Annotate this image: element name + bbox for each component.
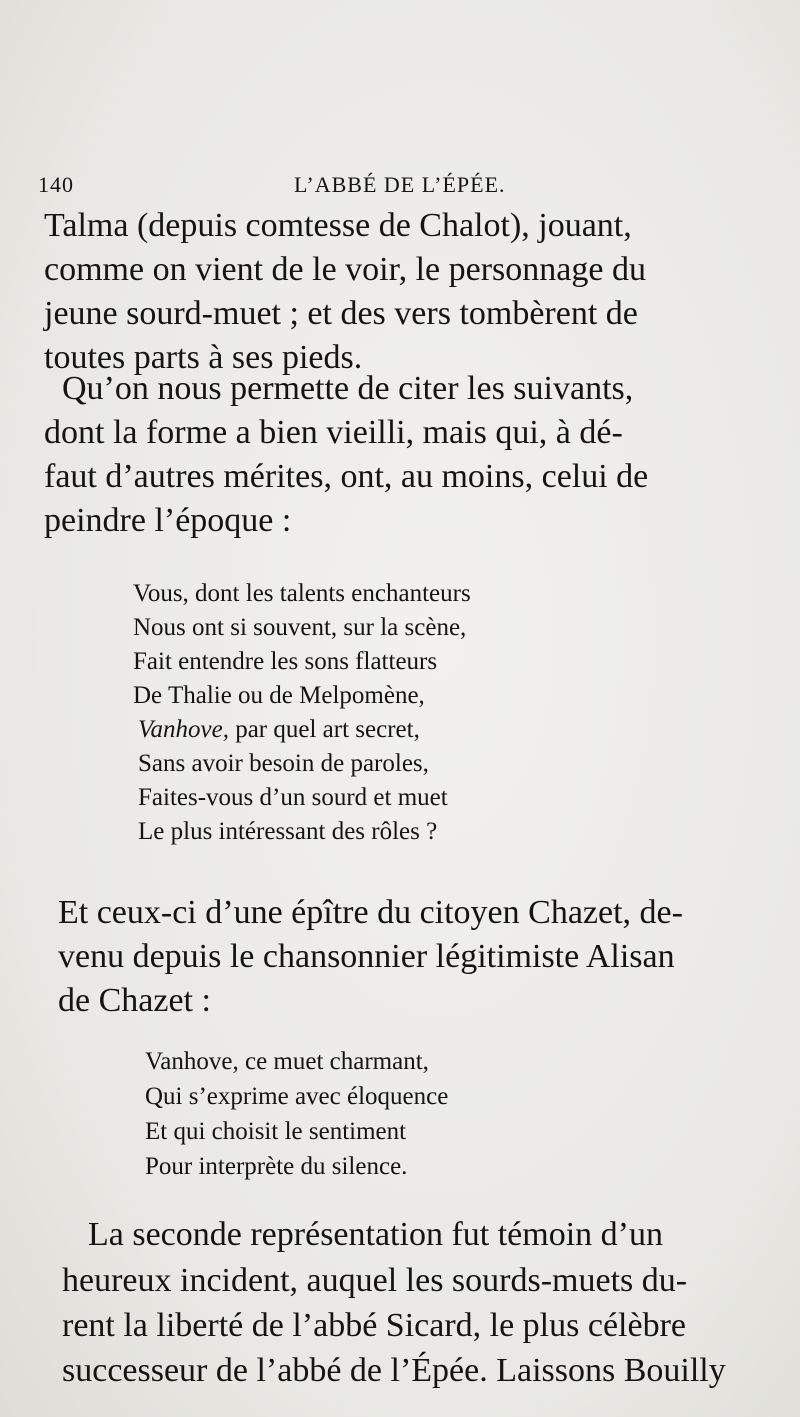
paragraph-line: venu depuis le chansonnier légitimiste Alisan xyxy=(58,938,675,975)
paragraph-line: dont la forme a bien vieilli, mais qui, à dé- xyxy=(44,414,623,451)
paragraph-line: Talma (depuis comtesse de Chalot), jouant, xyxy=(44,207,632,244)
paragraph-line: toutes parts à ses pieds. xyxy=(44,339,363,376)
verse-line: Faites-vous d’un sourd et muet xyxy=(138,784,448,811)
italic-name: Vanhove, xyxy=(138,716,229,743)
verse-line: Vous, dont les talents enchanteurs xyxy=(133,580,471,607)
verse-line: De Thalie ou de Melpomène, xyxy=(133,682,425,709)
paragraph-line: La seconde représentation fut témoin d’un xyxy=(88,1216,663,1253)
paragraph-line: comme on vient de le voir, le personnage du xyxy=(44,251,646,288)
verse-line: Et qui choisit le sentiment xyxy=(145,1118,407,1145)
verse-line: Qui s’exprime avec éloquence xyxy=(145,1083,449,1110)
paragraph-line: peindre l’époque : xyxy=(44,502,292,539)
paragraph-line: heureux incident, auquel les sourds-muets du- xyxy=(62,1262,688,1299)
verse-line: Pour interprète du silence. xyxy=(145,1153,408,1180)
verse-line xyxy=(138,716,420,744)
paragraph-line: Qu’on nous permette de citer les suivants, xyxy=(62,370,634,407)
page-number: 140 xyxy=(38,172,74,197)
verse-line: Nous ont si souvent, sur la scène, xyxy=(133,614,467,641)
paragraph-line: rent la liberté de l’abbé Sicard, le plus célèbre xyxy=(62,1307,686,1344)
verse-text: par quel art secret, xyxy=(235,716,420,743)
paragraph-line: successeur de l’abbé de l’Épée. Laissons Bouilly xyxy=(62,1352,726,1389)
verse-line: Fait entendre les sons flatteurs xyxy=(133,648,438,675)
verse-line: Sans avoir besoin de paroles, xyxy=(138,750,429,777)
paragraph-line: faut d’autres mérites, ont, au moins, celui de xyxy=(44,458,649,495)
running-header xyxy=(38,172,758,204)
verse-line: Vanhove, ce muet charmant, xyxy=(145,1048,429,1075)
paragraph-line: jeune sourd-muet ; et des vers tombèrent de xyxy=(44,295,638,332)
verse-line: Le plus intéressant des rôles ? xyxy=(138,818,438,845)
paragraph-line: Et ceux-ci d’une épître du citoyen Chazet, de- xyxy=(58,894,683,931)
paragraph-line: de Chazet : xyxy=(58,982,211,1019)
running-title: L’ABBÉ DE L’ÉPÉE. xyxy=(294,172,506,197)
